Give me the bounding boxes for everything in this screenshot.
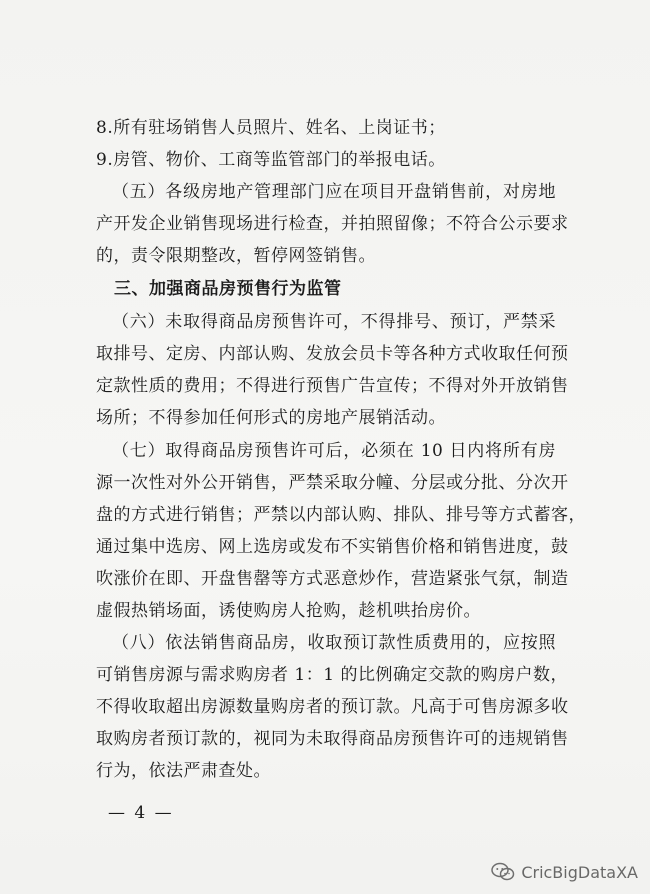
paragraph-line: 通过集中选房、网上选房或发布不实销售价格和销售进度，鼓 [96,537,569,557]
paragraph-line: （七）取得商品房预售许可后，必须在 10 日内将所有房 [112,441,556,461]
list-item: 8.所有驻场销售人员照片、姓名、上岗证书； [96,118,446,138]
paragraph-line: 吹涨价在即、开盘售罄等方式恶意炒作，营造紧张气氛，制造 [96,569,569,589]
paragraph-line: （八）依法销售商品房，收取预订款性质费用的，应按照 [112,633,556,653]
paragraph-line: 取排号、定房、内部认购、发放会员卡等各种方式收取任何预 [96,344,569,364]
paragraph-line: 虚假热销场面，诱使购房人抢购，趁机哄抬房价。 [96,601,481,621]
paragraph-line: （五）各级房地产管理部门应在项目开盘销售前，对房地 [112,182,556,202]
wechat-icon [491,862,515,882]
paragraph-line: 行为，依法严肃查处。 [96,761,271,781]
paragraph-line: 产开发企业销售现场进行检查，并拍照留像；不符合公示要求 [96,214,569,234]
paragraph-line: 定款性质的费用；不得进行预售广告宣传；不得对外开放销售 [96,376,569,396]
page-number: — 4 — [108,803,174,823]
paragraph-line: 取购房者预订款的，视同为未取得商品房预售许可的违规销售 [96,729,569,749]
list-item: 9.房管、物价、工商等监管部门的举报电话。 [96,150,446,170]
paragraph-line: 可销售房源与需求购房者 1：1 的比例确定交款的购房户数， [96,665,568,685]
section-heading: 三、加强商品房预售行为监管 [114,279,342,299]
watermark-text: CricBigDataXA [521,862,638,882]
watermark [491,862,638,882]
paragraph-line: 源一次性对外公开销售，严禁采取分幢、分层或分批、分次开 [96,473,569,493]
paragraph-line: 不得收取超出房源数量购房者的预订款。凡高于可售房源多收 [96,697,569,717]
paragraph-line: 场所；不得参加任何形式的房地产展销活动。 [96,408,446,428]
paragraph-line: 盘的方式进行销售；严禁以内部认购、排队、排号等方式蓄客， [96,505,586,525]
paragraph-line: 的，责令限期整改，暂停网签销售。 [96,246,376,266]
paragraph-line: （六）未取得商品房预售许可，不得排号、预订，严禁采 [112,312,556,332]
